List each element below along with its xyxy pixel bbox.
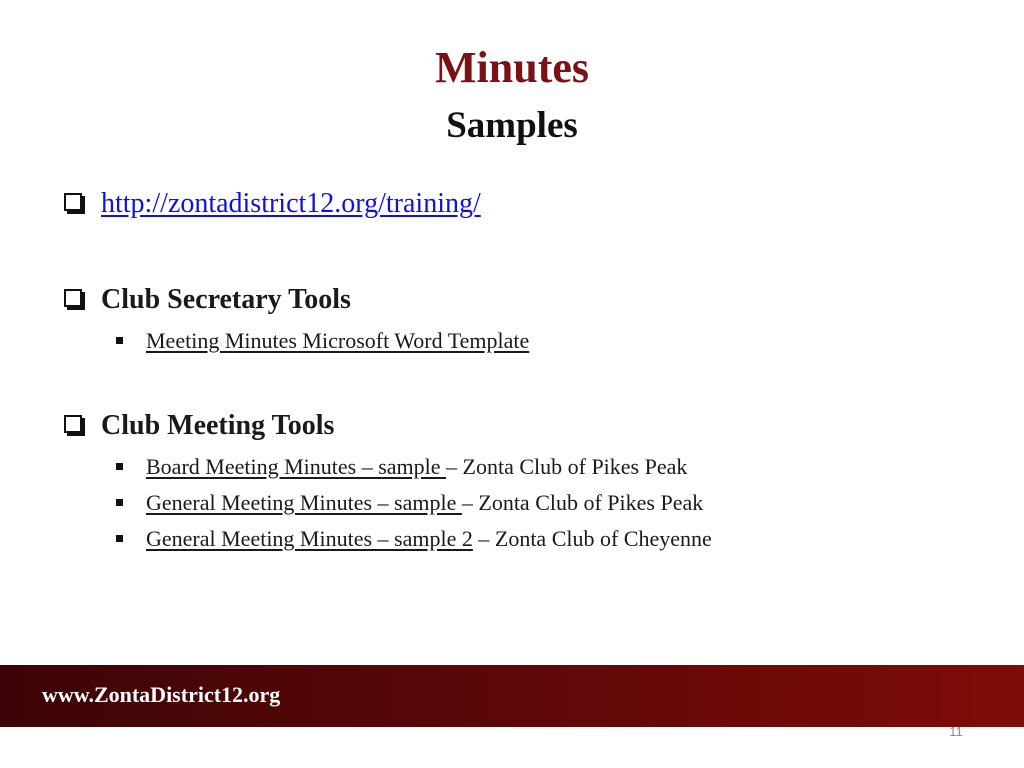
footer-website[interactable]: www.ZontaDistrict12.org: [42, 682, 281, 707]
word-template-link[interactable]: Meeting Minutes Microsoft Word Template: [146, 328, 530, 353]
club-name-text: – Zonta Club of Cheyenne: [472, 526, 712, 551]
general-minutes-link[interactable]: General Meeting Minutes – sample: [146, 490, 462, 515]
filled-square-bullet-icon: [116, 463, 123, 470]
hollow-square-bullet-icon: [64, 415, 82, 433]
general-minutes-2-link[interactable]: General Meeting Minutes – sample 2: [146, 526, 473, 551]
slide-content: [62, 184, 982, 554]
page-number: 11: [949, 724, 963, 739]
slide-subtitle: Samples: [446, 105, 578, 146]
section-heading-label: Club Secretary Tools: [101, 284, 351, 315]
section-heading-label: Club Meeting Tools: [101, 410, 335, 441]
list-item-general-minutes: [62, 488, 982, 518]
hollow-square-bullet-icon: [64, 289, 82, 307]
slide-title: Minutes: [435, 43, 589, 92]
spacer: [62, 356, 982, 406]
filled-square-bullet-icon: [116, 337, 123, 344]
list-item-training-link: [62, 184, 982, 224]
spacer: [62, 224, 982, 280]
section-heading-meeting-tools: [62, 406, 982, 446]
list-item-general-minutes-2: [62, 524, 982, 554]
list-item-word-template: [62, 326, 982, 356]
board-minutes-link[interactable]: Board Meeting Minutes – sample: [146, 454, 447, 479]
club-name-text: – Zonta Club of Pikes Peak: [461, 490, 704, 515]
filled-square-bullet-icon: [116, 499, 123, 506]
list-item-board-minutes: [62, 452, 982, 482]
footer-bar: [0, 665, 1024, 727]
club-name-text: – Zonta Club of Pikes Peak: [446, 454, 688, 479]
hollow-square-bullet-icon: [64, 193, 82, 211]
training-link[interactable]: http://zontadistrict12.org/training/: [101, 188, 481, 219]
section-heading-secretary-tools: [62, 280, 982, 320]
filled-square-bullet-icon: [116, 535, 123, 542]
